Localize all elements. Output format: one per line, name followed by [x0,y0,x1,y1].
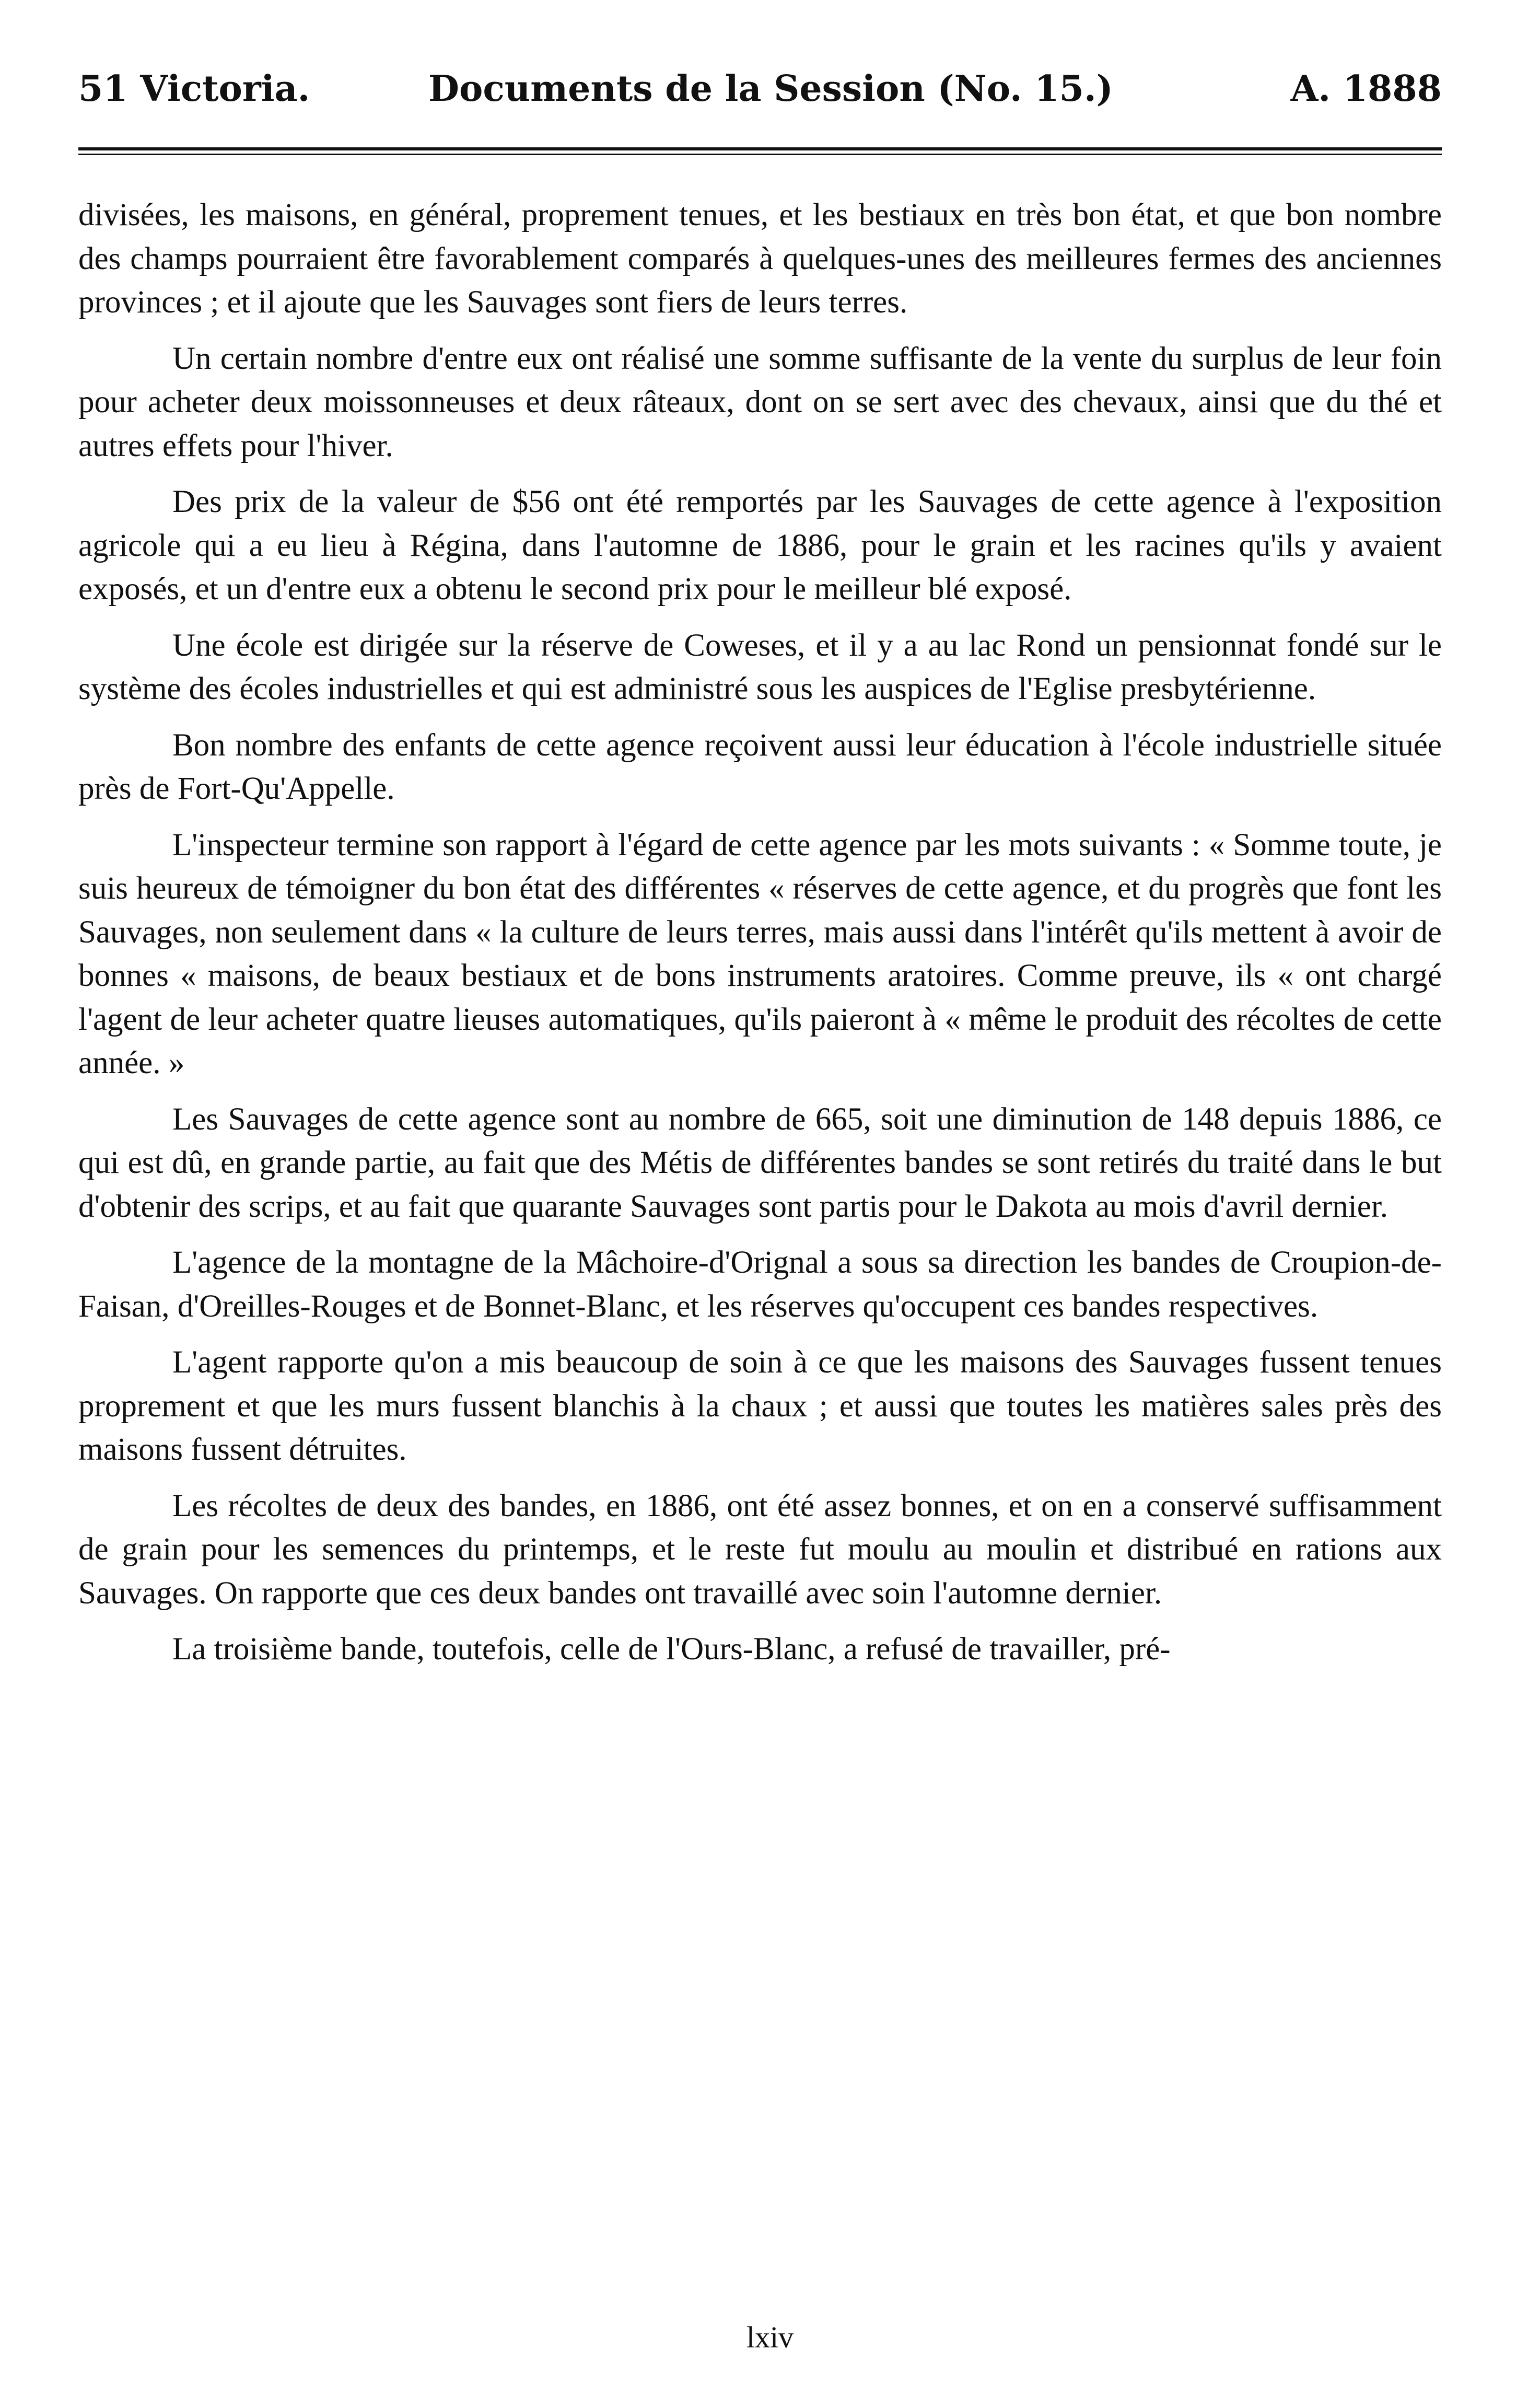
paragraph-8: L'agence de la montagne de la Mâchoire-d'Orignal a sous sa direction les bandes de Croupion-de-Faisan, d'Oreilles-Rouges et de Bonnet-Blanc, et les réserves qu'occupent ces bandes respectives. [78,1245,1442,1324]
paragraph-1: divisées, les maisons, en général, proprement tenues, et les bestiaux en très bon état, et que bon nombre des champs pourraient être favorablement comparés à quelques-unes des meilleures fermes des anciennes provinces ; et il ajoute que les Sauvages sont fiers de leurs terres. [78,197,1442,320]
paragraph-10: Les récoltes de deux des bandes, en 1886, ont été assez bonnes, et on en a conservé suffisamment de grain pour les semences du printemps, et le reste fut moulu au moulin et distribué en rations aux Sauvages. On rapporte que ces deux bandes ont travaillé avec soin l'automne dernier. [78,1488,1442,1611]
header-year: A. 1888 [1290,68,1442,110]
paragraph-7: Les Sauvages de cette agence sont au nombre de 665, soit une diminution de 148 depuis 1886, ce qui est dû, en grande partie, au fait que des Métis de différentes bandes se sont retirés du traité dans le but d'obtenir des scrips, et au fait que quarante Sauvages sont partis pour le Dakota au mois d'avril dernier. [78,1101,1442,1224]
paragraph-5: Bon nombre des enfants de cette agence reçoivent aussi leur éducation à l'école industrielle située près de Fort-Qu'Appelle. [78,727,1442,806]
page-folio: lxiv [746,2320,794,2354]
header-title: Documents de la Session (No. 15.) [428,68,1113,110]
running-header [78,68,1442,115]
header-rule-thin [78,154,1442,155]
paragraph-6: L'inspecteur termine son rapport à l'égard de cette agence par les mots suivants : « Somme toute, je suis heureux de témoigner du bon état des différentes « réserves de cette agence, et du progrès que font les Sauvages, non seulement dans « la culture de leurs terres, mais aussi dans l'intérêt qu'ils mettent à avoir de bonnes « maisons, de beaux bestiaux et de bons instruments aratoires. Comme preuve, ils « ont chargé l'agent de leur acheter quatre lieuses automatiques, qu'ils paieront à « même le produit des récoltes de cette année. » [78,827,1442,1080]
paragraph-3: Des prix de la valeur de $56 ont été remportés par les Sauvages de cette agence à l'exposition agricole qui a eu lieu à Régina, dans l'automne de 1886, pour le grain et les racines qu'ils y avaient exposés, et un d'entre eux a obtenu le second prix pour le meilleur blé exposé. [78,484,1442,607]
paragraph-11: La troisième bande, toutefois, celle de l'Ours-Blanc, a refusé de travailler, pré- [172,1632,1171,1667]
header-volume: 51 Victoria. [78,68,310,110]
body-text [78,193,1442,1684]
paragraph-2: Un certain nombre d'entre eux ont réalisé une somme suffisante de la vente du surplus de leur foin pour acheter deux moissonneuses et deux râteaux, dont on se sert avec des chevaux, ainsi que du thé et autres effets pour l'hiver. [78,341,1442,463]
paragraph-9: L'agent rapporte qu'on a mis beaucoup de soin à ce que les maisons des Sauvages fussent tenues proprement et que les murs fussent blanchis à la chaux ; et aussi que toutes les matières sales près des maisons fussent détruites. [78,1345,1442,1467]
paragraph-4: Une école est dirigée sur la réserve de Coweses, et il y a au lac Rond un pensionnat fondé sur le système des écoles industrielles et qui est administré sous les auspices de l'Eglise presbytérienne. [78,627,1442,706]
header-rule-thick [78,147,1442,150]
